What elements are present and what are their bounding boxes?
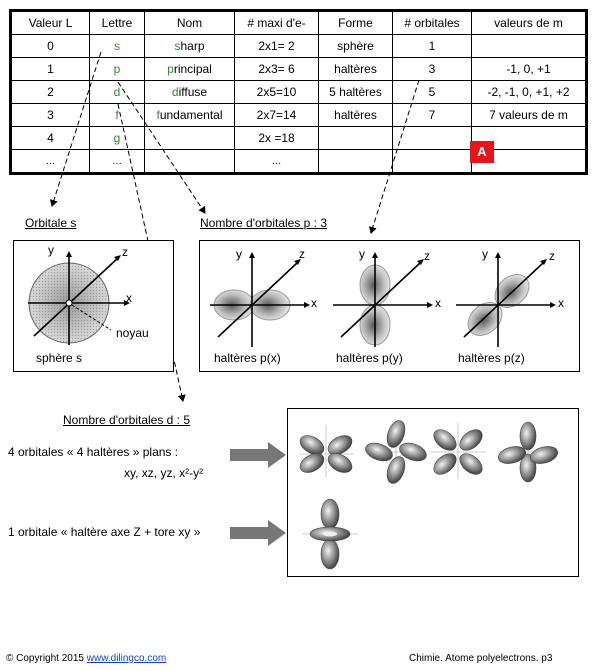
px-orbital — [210, 252, 310, 347]
orbitals-d-title: Nombre d'orbitales d : 5 — [63, 413, 191, 427]
d-line-planes: xy, xz, yz, x²-y² — [124, 466, 204, 480]
name-initial: s — [174, 39, 181, 53]
orbital-s-box — [13, 240, 174, 372]
cell-L: 1 — [11, 58, 90, 81]
arrow-s — [52, 52, 101, 206]
py-caption: haltères p(y) — [336, 351, 403, 365]
arrow-right-icon — [230, 518, 290, 548]
name-rest: harp — [180, 39, 205, 53]
header-cell: Forme — [319, 11, 393, 35]
cell-orbitals: 7 — [393, 104, 472, 127]
cell-m: 7 valeurs de m — [472, 104, 587, 127]
header-cell: # maxi d'e- — [235, 11, 319, 35]
orbitals-d-box — [287, 408, 579, 577]
cell-L: … — [11, 150, 90, 174]
name-rest: undamental — [159, 108, 223, 122]
pz-caption: haltères p(z) — [458, 351, 525, 365]
s-axis-x-label: x — [126, 291, 132, 305]
d-planar-lobes — [297, 418, 560, 486]
px-axis-y-label: y — [236, 247, 242, 261]
cell-L: 2 — [11, 81, 90, 104]
pz-axis-z-label: z — [549, 249, 555, 263]
cell-letter: d — [90, 81, 145, 104]
cell-m: -2, -1, 0, +1, +2 — [472, 81, 587, 104]
py-axis-x-label: x — [435, 296, 441, 310]
cell-shape: haltères — [319, 58, 393, 81]
footer-link[interactable]: www.dilingco.com — [86, 653, 167, 664]
nucleus-label: noyau — [116, 326, 149, 340]
cell-max: 2x7=14 — [235, 104, 319, 127]
name-rest: rincipal — [173, 62, 212, 76]
arrow-p — [118, 82, 208, 213]
cell-max: 2x3= 6 — [235, 58, 319, 81]
pz-axis-y-label: y — [482, 247, 488, 261]
orbitals-p-title: Nombre d'orbitales p : 3 — [200, 216, 328, 230]
cell-L: 4 — [11, 127, 90, 150]
arrow-right-icon — [230, 440, 290, 470]
dz2-orbital — [310, 499, 350, 569]
arrow-p-count — [371, 80, 419, 233]
cell-max: 2x5=10 — [235, 81, 319, 104]
cell-shape: sphère — [319, 35, 393, 58]
d-orbitals-diagram — [288, 409, 578, 576]
s-axis-y-label: y — [48, 243, 54, 257]
cell-L: 0 — [11, 35, 90, 58]
header-cell: Valeur L — [11, 11, 90, 35]
py-orbital — [333, 252, 433, 347]
orbitals-p-box — [199, 240, 580, 372]
name-initial: p — [167, 62, 174, 76]
d-line-torus: 1 orbitale « haltère axe Z + tore xy » — [8, 525, 201, 539]
cell-m: -1, 0, +1 — [472, 58, 587, 81]
cell-letter: g — [90, 127, 145, 150]
cell-letter: p — [90, 58, 145, 81]
cell-letter: f — [90, 104, 145, 127]
d-line-planar: 4 orbitales « 4 haltères » plans : — [8, 445, 179, 459]
py-axis-y-label: y — [359, 247, 365, 261]
cell-shape: 5 haltères — [319, 81, 393, 104]
cell-orbitals: 1 — [393, 35, 472, 58]
cell-L: 3 — [11, 104, 90, 127]
cell-shape: haltères — [319, 104, 393, 127]
s-caption: sphère s — [36, 351, 83, 365]
cell-max: 2x1= 2 — [235, 35, 319, 58]
header-cell: Lettre — [90, 11, 145, 35]
s-axis-z-label: z — [122, 245, 128, 259]
footer-page-label: Chimie. Atome polyelectrons. p3 — [409, 653, 553, 664]
pz-axis-x-label: x — [558, 296, 564, 310]
px-axis-z-label: z — [299, 247, 305, 261]
px-caption: haltères p(x) — [214, 351, 281, 365]
pz-orbital — [456, 252, 556, 347]
name-initial: f — [156, 108, 160, 122]
px-axis-x-label: x — [311, 296, 317, 310]
cell-letter: … — [90, 150, 145, 174]
footer-copyright — [6, 653, 166, 664]
cell-max: … — [235, 150, 319, 174]
header-cell: valeurs de m — [472, 11, 587, 35]
header-cell: # orbitales — [393, 11, 472, 35]
cell-letter: s — [90, 35, 145, 58]
name-initial: d — [171, 85, 179, 99]
cell-orbitals: 5 — [393, 81, 472, 104]
cell-orbitals: 3 — [393, 58, 472, 81]
orbital-s-title: Orbitale s — [25, 216, 77, 230]
py-axis-z-label: z — [424, 249, 430, 263]
copyright-text: © Copyright 2015 — [6, 653, 84, 664]
name-rest: iffuse — [178, 85, 208, 99]
header-cell: Nom — [145, 11, 235, 35]
badge-a: A — [470, 141, 494, 163]
cell-max: 2x =18 — [235, 127, 319, 150]
